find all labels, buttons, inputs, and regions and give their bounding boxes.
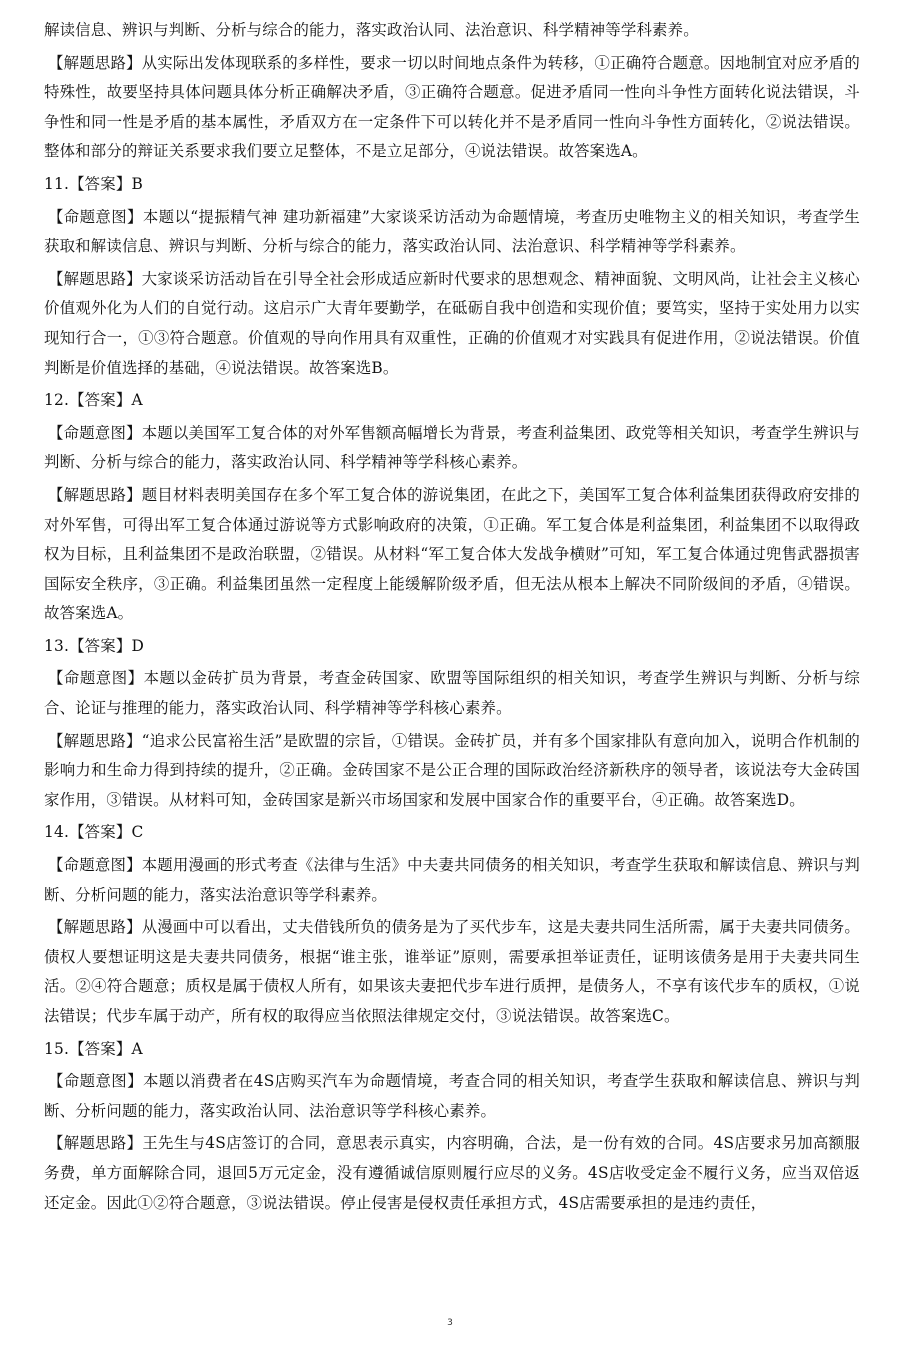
- intent-11: 【命题意图】本题以“提振精气神 建功新福建”大家谈采访活动为命题情境，考查历史唯物主义的相关知识，考查学生获取和解读信息、辨识与判断、分析与综合的能力，落实政治认同、法治意识、科学精神等学科素养。: [44, 207, 860, 256]
- solution-10: 【解题思路】从实际出发体现联系的多样性，要求一切以时间地点条件为转移，①正确符合题意。因地制宜对应矛盾的特殊性，故要坚持具体问题具体分析正确解决矛盾，③正确符合题意。促进矛盾同一性向斗争性方面转化说法错误，斗争性和同一性是矛盾的基本属性，矛盾双方在一定条件下可以转化并不是矛盾同一性向斗争性方面转化，②说法错误。整体和部分的辩证关系要求我们要立足整体，不是立足部分，④说法错误。故答案选A。: [44, 53, 860, 161]
- page-number: 3: [447, 1318, 453, 1328]
- answer-11: 11.【答案】B: [44, 174, 143, 193]
- answer-12: 12.【答案】A: [44, 391, 143, 410]
- solution-13: 【解题思路】“追求公民富裕生活”是欧盟的宗旨，①错误。金砖扩员，并有多个国家排队有意向加入，说明合作机制的影响力和生命力得到持续的提升，②正确。金砖国家不是公正合理的国际政治经济新秩序的领导者，该说法夸大金砖国家作用，③错误。从材料可知，金砖国家是新兴市场国家和发展中国家合作的重要平台，④正确。故答案选D。: [44, 731, 860, 809]
- answer-15: 15.【答案】A: [44, 1039, 143, 1058]
- paragraph-continued-10: 解读信息、辨识与判断、分析与综合的能力，落实政治认同、法治意识、科学精神等学科素养。: [44, 21, 699, 39]
- answer-13: 13.【答案】D: [44, 636, 144, 655]
- intent-12: 【命题意图】本题以美国军工复合体的对外军售额高幅增长为背景，考查利益集团、政党等相关知识，考查学生辨识与判断、分析与综合的能力，落实政治认同、科学精神等学科核心素养。: [44, 423, 860, 472]
- solution-14: 【解题思路】从漫画中可以看出，丈夫借钱所负的债务是为了买代步车，这是夫妻共同生活所需，属于夫妻共同债务。债权人要想证明这是夫妻共同债务，根据“谁主张，谁举证”原则，需要承担举证责任，证明该债务是用于夫妻共同生活。②④符合题意；质权是属于债权人所有，如果该夫妻把代步车进行质押，是债务人，不享有该代步车的质权，①说法错误；代步车属于动产，所有权的取得应当依照法律规定交付，③说法错误。故答案选C。: [44, 918, 860, 1025]
- solution-12: 【解题思路】题目材料表明美国存在多个军工复合体的游说集团，在此之下，美国军工复合体利益集团获得政府安排的对外军售，可得出军工复合体通过游说等方式影响政府的决策，①正确。军工复合体是利益集团，利益集团不以取得政权为目标，且利益集团不是政治联盟，②错误。从材料“军工复合体大发战争横财”可知，军工复合体通过兜售武器损害国际安全秩序，③正确。利益集团虽然一定程度上能缓解阶级矛盾，但无法从根本上解决不同阶级间的矛盾，④错误。故答案选A。: [44, 485, 860, 623]
- intent-14: 【命题意图】本题用漫画的形式考查《法律与生活》中夫妻共同债务的相关知识，考查学生获取和解读信息、辨识与判断、分析问题的能力，落实法治意识等学科素养。: [44, 856, 860, 904]
- answer-14: 14.【答案】C: [44, 823, 144, 842]
- document-body: [44, 16, 860, 1221]
- intent-15: 【命题意图】本题以消费者在4S店购买汽车为命题情境，考查合同的相关知识，考查学生获取和解读信息、辨识与判断、分析问题的能力，落实政治认同、法治意识等学科核心素养。: [44, 1072, 860, 1120]
- intent-13: 【命题意图】本题以金砖扩员为背景，考查金砖国家、欧盟等国际组织的相关知识，考查学生辨识与判断、分析与综合、论证与推理的能力，落实政治认同、科学精神等学科核心素养。: [44, 669, 860, 718]
- solution-15: 【解题思路】王先生与4S店签订的合同，意思表示真实，内容明确，合法，是一份有效的合同。4S店要求另加高额服务费，单方面解除合同，退回5万元定金，没有遵循诚信原则履行应尽的义务。4S店收受定金不履行义务，应当双倍返还定金。因此①②符合题意，③说法错误。停止侵害是侵权责任承担方式，4S店需要承担的是违约责任，: [44, 1134, 860, 1212]
- solution-11: 【解题思路】大家谈采访活动旨在引导全社会形成适应新时代要求的思想观念、精神面貌、文明风尚，让社会主义核心价值观外化为人们的自觉行动。这启示广大青年要勤学，在砥砺自我中创造和实现价值；要笃实，坚持于实处用力以实现知行合一，①③符合题意。价值观的导向作用具有双重性，正确的价值观才对实践具有促进作用，②说法错误。价值判断是价值选择的基础，④说法错误。故答案选B。: [44, 269, 860, 377]
